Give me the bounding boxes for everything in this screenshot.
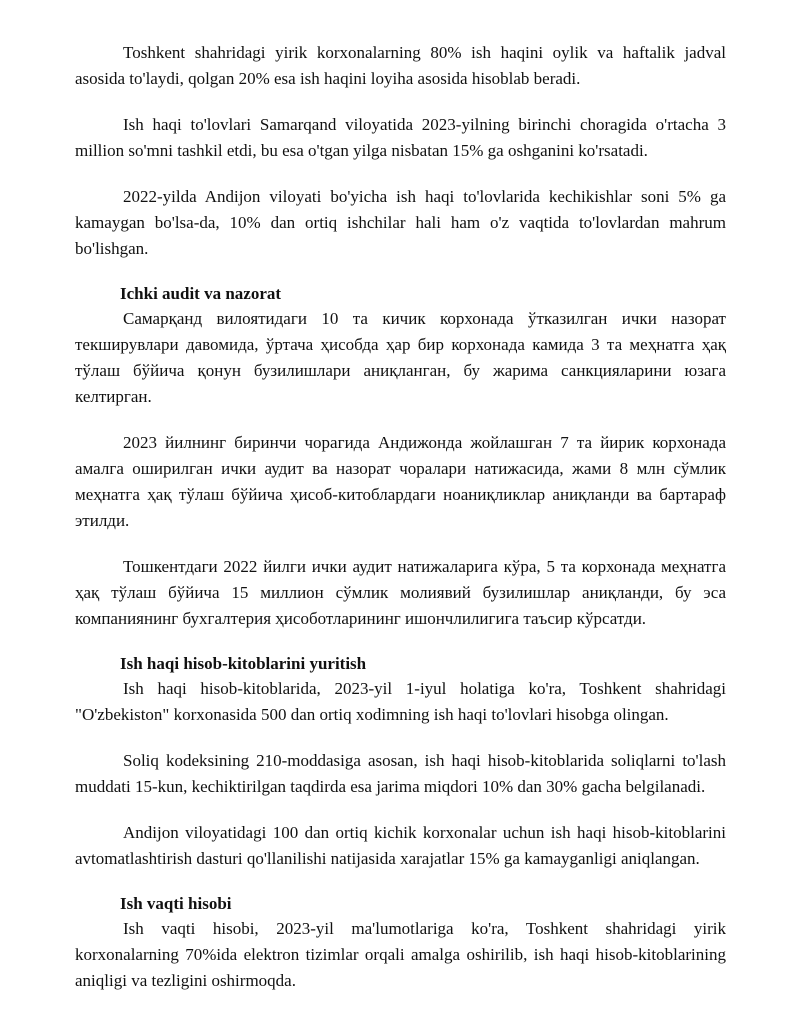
- section-heading: Ish vaqti hisobi: [120, 894, 232, 913]
- paragraph: Ish vaqti hisobi, 2023-yil ma'lumotlariga ko'ra, Toshkent shahridagi yirik korxonalarning 70%ida elektron tizimlar orqali amalga oshirilib, ish haqi hisob-kitoblarining aniqligi va tezligini oshirmoqda.: [75, 919, 726, 990]
- section-heading: Ichki audit va nazorat: [120, 284, 282, 303]
- paragraph: Самарқанд вилоятидаги 10 та кичик корхонада ўтказилган ички назорат текширувлари давомида, ўртача ҳисобда ҳар бир корхонада камида 3 та меҳнатга ҳақ тўлаш бўйича қонун бузилишлари аниқланган, бу жарима санкцияларини юзага келтирган.: [75, 309, 726, 406]
- paragraph: Andijon viloyatidagi 100 dan ortiq kichik korxonalar uchun ish haqi hisob-kitoblarini avtomatlashtirish dasturi qo'llanilishi natijasida xarajatlar 15% ga kamayganligi aniqlangan.: [75, 823, 726, 868]
- paragraph: Soliq kodeksining 210-moddasiga asosan, ish haqi hisob-kitoblarida soliqlarni to'lash muddati 15-kun, kechiktirilgan taqdirda esa jarima miqdori 10% dan 30% gacha belgilanadi.: [75, 751, 726, 796]
- paragraph: Тошкентдаги 2022 йилги ички аудит натижаларига кўра, 5 та корхонада меҳнатга ҳақ тўлаш бўйича 15 миллион сўмлик молиявий бузилишлар аниқланди, бу эса компаниянинг бухгалтерия ҳисоботларининг ишончлилигига таъсир кўрсатди.: [75, 557, 726, 628]
- paragraph: Ish haqi hisob-kitoblarida, 2023-yil 1-iyul holatiga ko'ra, Toshkent shahridagi "O'zbekiston" korxonasida 500 dan ortiq xodimning ish haqi to'lovlari hisobga olingan.: [75, 679, 726, 724]
- section-internal-audit: [75, 282, 726, 632]
- paragraph: Ish haqi to'lovlari Samarqand viloyatida 2023-yilning birinchi choragida o'rtacha 3 million so'mni tashkil etdi, bu esa o'tgan yilga nisbatan 15% ga oshganini ko'rsatadi.: [75, 115, 726, 160]
- section-working-time: [75, 892, 726, 994]
- paragraph: 2023 йилнинг биринчи чорагида Андижонда жойлашган 7 та йирик корхонада амалга оширилган ички аудит ва назорат чоралари натижасида, жами 8 млн сўмлик меҳнатга ҳақ тўлаш бўйича ҳисоб-китоблардаги ноаниқликлар аниқланди ва бартараф этилди.: [75, 433, 726, 530]
- section-payroll-accounting: [75, 652, 726, 872]
- section-heading: Ish haqi hisob-kitoblarini yuritish: [120, 654, 367, 673]
- paragraph: Toshkent shahridagi yirik korxonalarning 80% ish haqini oylik va haftalik jadval asosida to'laydi, qolgan 20% esa ish haqini loyiha asosida hisoblab beradi.: [75, 43, 726, 88]
- paragraph: 2022-yilda Andijon viloyati bo'yicha ish haqi to'lovlarida kechikishlar soni 5% ga kamaygan bo'lsa-da, 10% dan ortiq ishchilar hali ham o'z vaqtida to'lovlardan mahrum bo'lishgan.: [75, 187, 726, 258]
- document-page: [75, 40, 726, 994]
